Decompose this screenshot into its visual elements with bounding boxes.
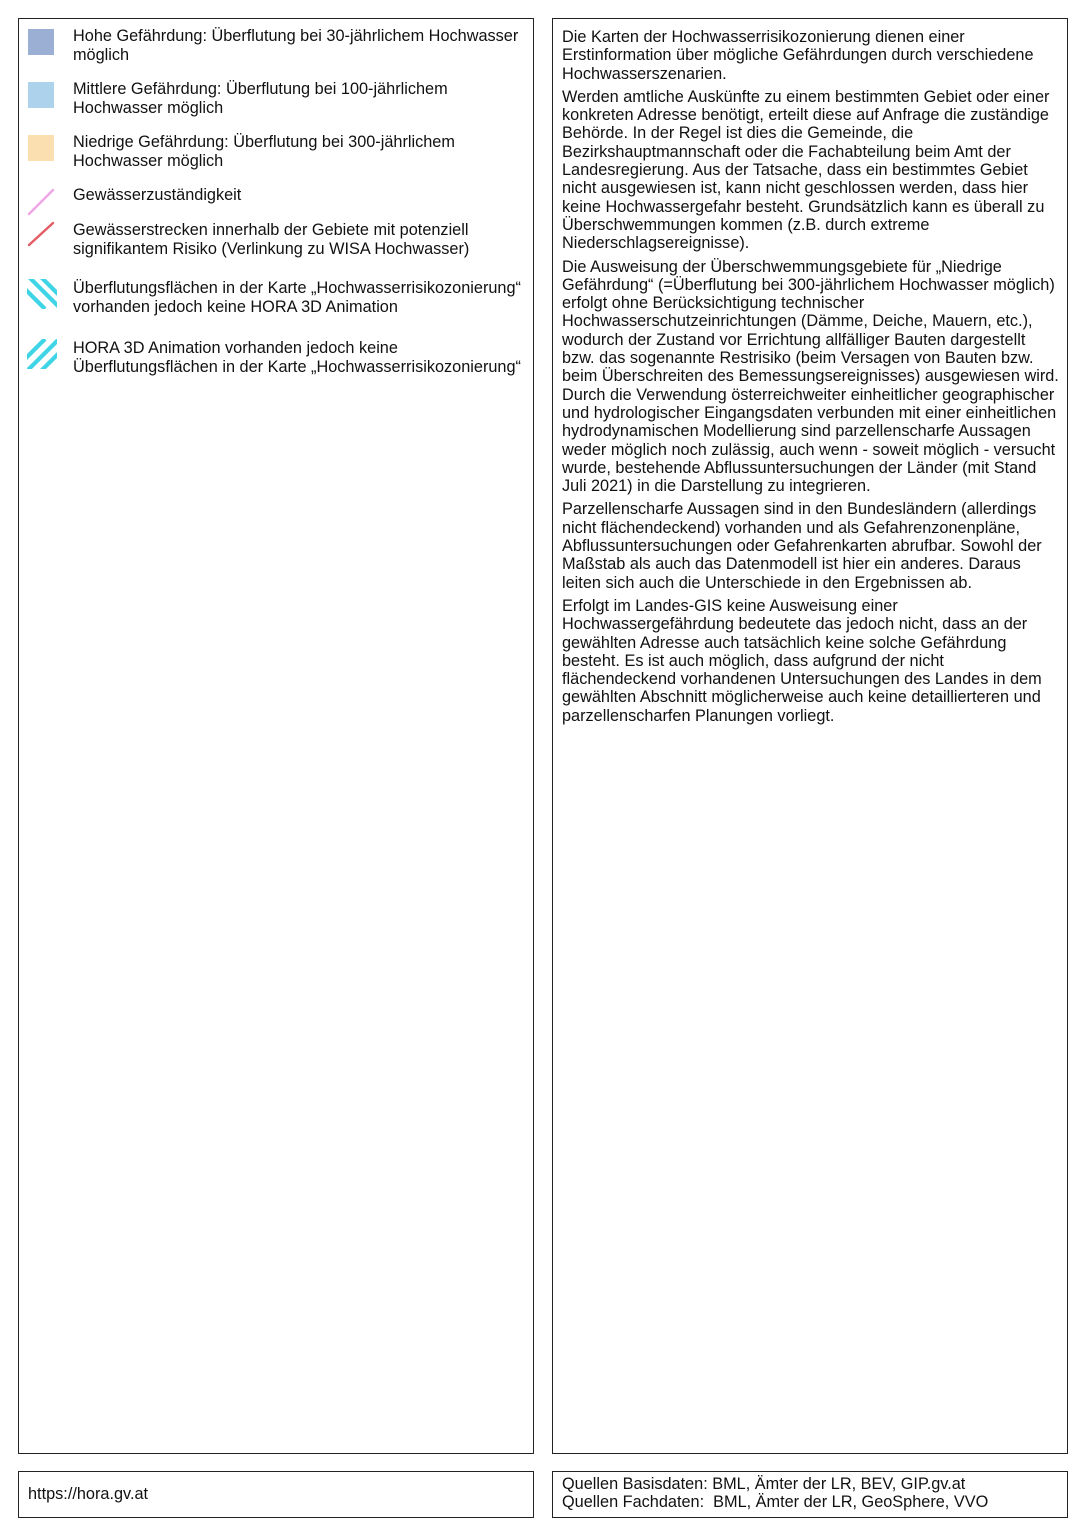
- pink-line-icon: [27, 186, 55, 214]
- sources-panel: [552, 1471, 1068, 1518]
- high-hazard-swatch: [27, 27, 55, 55]
- legend-label: HORA 3D Animation vorhanden jedoch keine Überflutungsflächen in der Karte „Hochwasserrisikozonierung“: [73, 339, 521, 376]
- legend-label: Gewässerstrecken innerhalb der Gebiete mit potenziell signifikantem Risiko (Verlinkung zu WISA Hochwasser): [73, 221, 470, 258]
- legend-label: Niedrige Gefährdung: Überflutung bei 300-jährlichem Hochwasser möglich: [73, 133, 455, 170]
- info-paragraph: Werden amtliche Auskünfte zu einem bestimmten Gebiet oder einer konkreten Adresse benötigt, erteilt diese auf Anfrage die zuständige Behörde. In der Regel ist dies die Gemeinde, die Bezirkshauptmannschaft oder die Fachabteilung beim Amt der Landesregierung. Aus der Tatsache, dass ein bestimmtes Gebiet nicht ausgewiesen ist, kann nicht geschlossen werden, dass hier keine Hochwassergefahr besteht. Grundsätzlich kann es überall zu Überschwemmungen kommen (z.B. durch extreme Niederschlagsereignisse).: [562, 87, 1050, 253]
- legend-label: Hohe Gefährdung: Überflutung bei 30-jährlichem Hochwasser möglich: [73, 27, 519, 64]
- cyan-hatch-backslash-icon: [27, 279, 55, 307]
- legend-label: Überflutungsflächen in der Karte „Hochwasserrisikozonierung“ vorhanden jedoch keine HORA 3D Animation: [73, 279, 521, 316]
- url-panel: [18, 1471, 534, 1518]
- legend-label: Mittlere Gefährdung: Überflutung bei 100-jährlichem Hochwasser möglich: [73, 80, 448, 117]
- info-paragraph: Erfolgt im Landes-GIS keine Ausweisung einer Hochwassergefährdung bedeutete das jedoch nicht, dass an der gewählten Adresse auch tatsächlich keine solche Gefährdung besteht. Es ist auch möglich, dass aufgrund der nicht flächendeckend vorhandenen Untersuchungen des Landes in dem gewählten Abschnitt möglicherweise auch keine detaillierteren und parzellenscharfen Planungen vorliegt.: [562, 596, 1042, 725]
- medium-hazard-swatch: [27, 80, 55, 108]
- hora-url-link[interactable]: https://hora.gv.at: [28, 1485, 149, 1503]
- info-paragraph: Die Ausweisung der Überschwemmungsgebiete für „Niedrige Gefährdung“ (=Überflutung bei 300-jährlichem Hochwasser möglich) erfolgt ohne Berücksichtigung technischer Hochwasserschutzeinrichtungen (Dämme, Deiche, Mauern, etc.), wodurch der Zustand vor Errichtung allfälliger Bauten dargestellt bzw. das sogenannte Restrisiko (beim Versagen von Bauten bzw. beim Überschreiten des Bemessungsereignisses) ausgewiesen wird. Durch die Verwendung österreichweiter einheitlicher geographischer und hydrologischer Eingangsdaten verbunden mit einer einheitlichen hydrodynamischen Modellierung sind parzellenscharfe Aussagen weder möglich noch zulässig, auch wenn - soweit möglich - versucht wurde, bestehende Abflussuntersuchungen der Länder (mit Stand Juli 2021) in die Darstellung zu integrieren.: [562, 257, 1059, 496]
- info-paragraph: Parzellenscharfe Aussagen sind in den Bundesländern (allerdings nicht flächendeckend) vorhanden und als Gefahrenzonenpläne, Abflussuntersuchungen oder Gefahrenkarten abrufbar. Sowohl der Maßstab als auch das Datenmodell ist hier ein anderes. Daraus leiten sich auch die Unterschiede in den Ergebnissen ab.: [562, 500, 1042, 592]
- low-hazard-swatch: [27, 133, 55, 161]
- sources-text: [562, 1475, 988, 1512]
- red-line-icon: [27, 221, 55, 249]
- cyan-hatch-slash-icon: [27, 339, 55, 367]
- sources-specialist-data: Quellen Fachdaten: BML, Ämter der LR, GeoSphere, VVO: [562, 1493, 989, 1512]
- info-panel: [552, 18, 1068, 1454]
- info-text-block: [562, 28, 1060, 730]
- info-paragraph: Die Karten der Hochwasserrisikozonierung dienen einer Erstinformation über mögliche Gefährdungen durch verschiedene Hochwasserszenarien.: [562, 28, 1034, 83]
- sources-base-data: Quellen Basisdaten: BML, Ämter der LR, BEV, GIP.gv.at: [562, 1475, 966, 1493]
- legend-label: Gewässerzuständigkeit: [73, 186, 242, 204]
- legend-panel: [18, 18, 534, 1454]
